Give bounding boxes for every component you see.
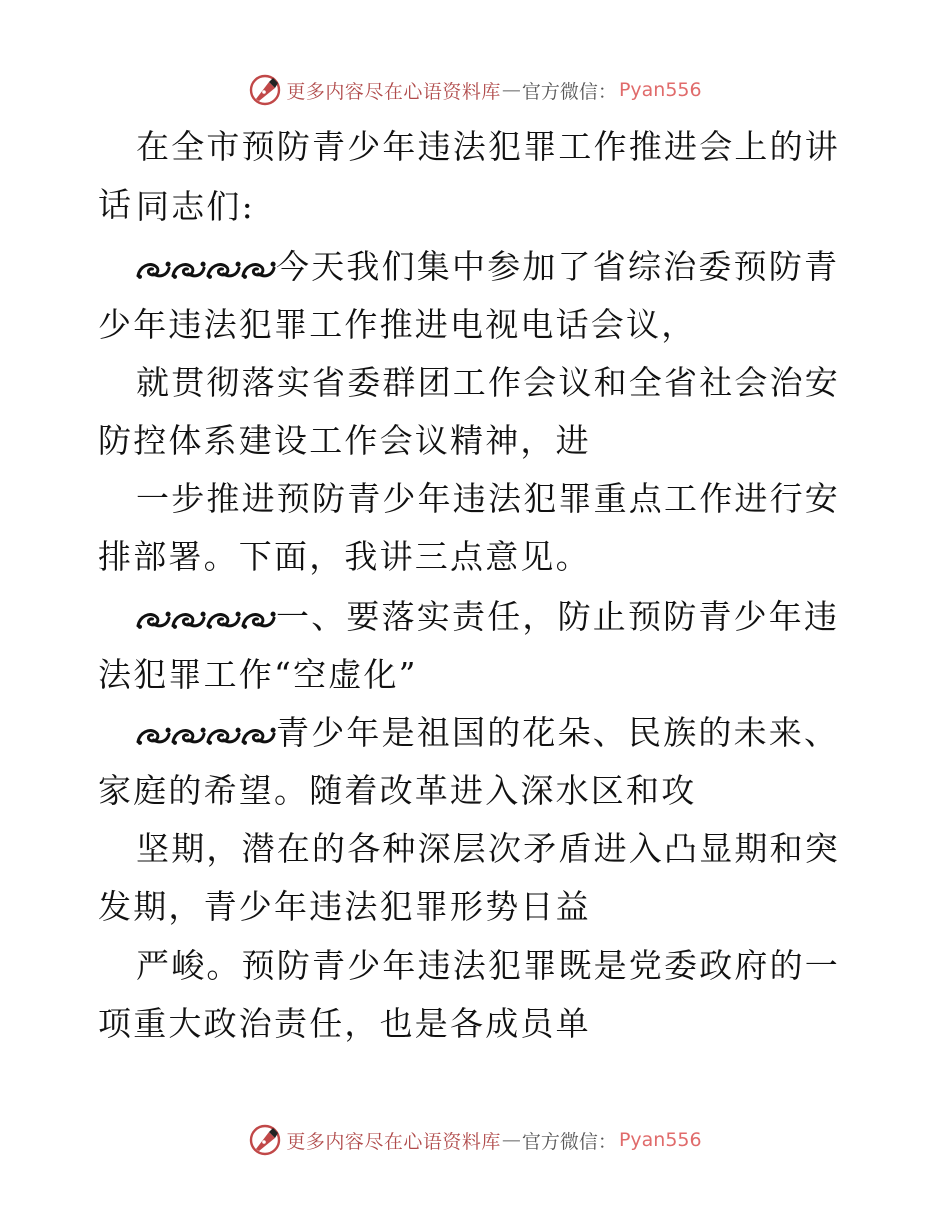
heading-section-1-text: 一、要落实责任，防止预防青少年违法犯罪工作“空虚化” [98, 597, 840, 694]
footer-brand-text: 更多内容尽在心语资料库 [286, 1130, 501, 1153]
fleuron-ornament-icon [136, 258, 171, 280]
header-colon: ： [597, 80, 617, 103]
fleuron-ornament-icon [241, 258, 276, 280]
paragraph-2-text: 就贯彻落实省委群团工作会议和全省社会治安防控体系建设工作会议精神，进 [98, 363, 840, 460]
paragraph-5-text: 坚期，潜在的各种深层次矛盾进入凸显期和突发期，青少年违法犯罪形势日益 [98, 829, 840, 926]
fleuron-ornament-icon [171, 608, 206, 630]
paragraph-1-text: 今天我们集中参加了省综治委预防青少年违法犯罪工作推进电视电话会议， [98, 247, 840, 344]
greeting [98, 178, 858, 236]
paragraph-5 [98, 820, 858, 936]
fleuron-ornament-icon [136, 724, 171, 746]
paragraph-2 [98, 354, 858, 470]
paragraph-6-text: 严峻。预防青少年违法犯罪既是党委政府的一项重大政治责任，也是各成员单 [98, 946, 840, 1043]
fleuron-ornament-icon [171, 724, 206, 746]
fleuron-ornament-icon [171, 258, 206, 280]
fleuron-ornament-icon [206, 608, 241, 630]
paragraph-4-text: 青少年是祖国的花朵、民族的未来、家庭的希望。随着改革进入深水区和攻 [98, 713, 840, 810]
fleuron-ornament-icon [206, 258, 241, 280]
header-banner [0, 70, 950, 110]
greeting-text: 同志们: [136, 187, 255, 226]
paragraph-3-text: 一步推进预防青少年违法犯罪重点工作进行安排部署。下面，我讲三点意见。 [98, 479, 840, 576]
footer-colon: ： [597, 1130, 617, 1153]
paragraph-3 [98, 470, 858, 586]
header-wechat-id: Pyan556 [618, 79, 702, 101]
footer-wechat-id: Pyan556 [618, 1129, 702, 1151]
heading-section-1 [98, 588, 858, 704]
paragraph-6 [98, 937, 858, 1053]
paragraph-4 [98, 704, 858, 820]
paragraph-1 [98, 238, 858, 354]
fleuron-ornament-icon [206, 724, 241, 746]
pen-nib-logo-icon [248, 1123, 282, 1157]
footer-separator: — [501, 1129, 521, 1151]
footer-wechat-label: 官方微信 [521, 1130, 598, 1153]
footer-banner [0, 1120, 950, 1160]
header-brand-text: 更多内容尽在心语资料库 [286, 80, 501, 103]
fleuron-ornament-icon [241, 608, 276, 630]
header-wechat-label: 官方微信 [521, 80, 598, 103]
document-title-text: 在全市预防青少年违法犯罪工作推进会上的讲话 [98, 127, 840, 224]
header-separator: — [501, 79, 521, 101]
fleuron-ornament-icon [136, 608, 171, 630]
fleuron-ornament-icon [241, 724, 276, 746]
pen-nib-logo-icon [248, 73, 282, 107]
